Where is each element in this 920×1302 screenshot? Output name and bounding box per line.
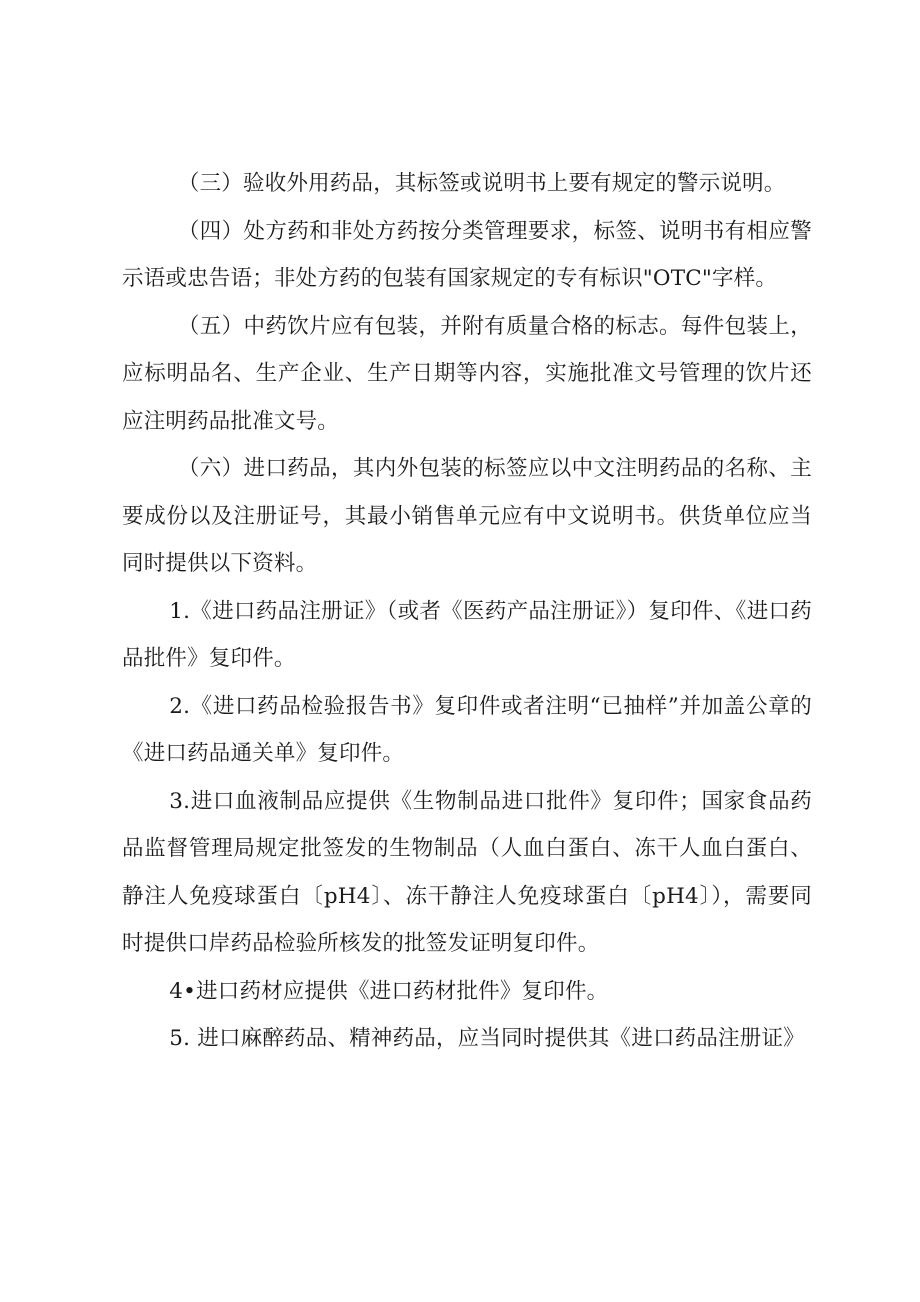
paragraph-six: （六）进口药品，其内外包装的标签应以中文注明药品的名称、主要成份以及注册证号，其最小销售单元应有中文说明书。供货单位应当同时提供以下资料。 [122, 456, 812, 576]
paragraph-three: （三）验收外用药品，其标签或说明书上要有规定的警示说明。 [177, 171, 786, 196]
list-item-5: 5. 进口麻醉药品、精神药品，应当同时提供其《进口药品注册证》 [169, 1026, 805, 1051]
paragraph-five: （五）中药饮片应有包装，并附有质量合格的标志。每件包装上，应标明品名、生产企业、生产日期等内容，实施批准文号管理的饮片还应注明药品批准文号。 [122, 313, 812, 434]
list-item-3: 3.进口血液制品应提供《生物制品进口批件》复印件；国家食品药品监督管理局规定批签发的生物制品（人血白蛋白、冻干人血白蛋白、静注人免疫球蛋白〔pH4〕、冻干静注人免疫球蛋白〔pH4〕），需要同时提供口岸药品检验所核发的批签发证明复印件。 [122, 788, 812, 956]
list-item-2: 2.《进口药品检验报告书》复印件或者注明“已抽样”并加盖公章的《进口药品通关单》复印件。 [122, 693, 812, 766]
list-item-4: 4•进口药材应提供《进口药材批件》复印件。 [169, 978, 609, 1004]
list-item-1: 1.《进口药品注册证》（或者《医药产品注册证》）复印件、《进口药品批件》复印件。 [122, 598, 812, 671]
document-body [122, 160, 812, 1063]
paragraph-four: （四）处方药和非处方药按分类管理要求，标签、说明书有相应警示语或忠告语；非处方药的包装有国家规定的专有标识"OTC"字样。 [122, 218, 812, 291]
